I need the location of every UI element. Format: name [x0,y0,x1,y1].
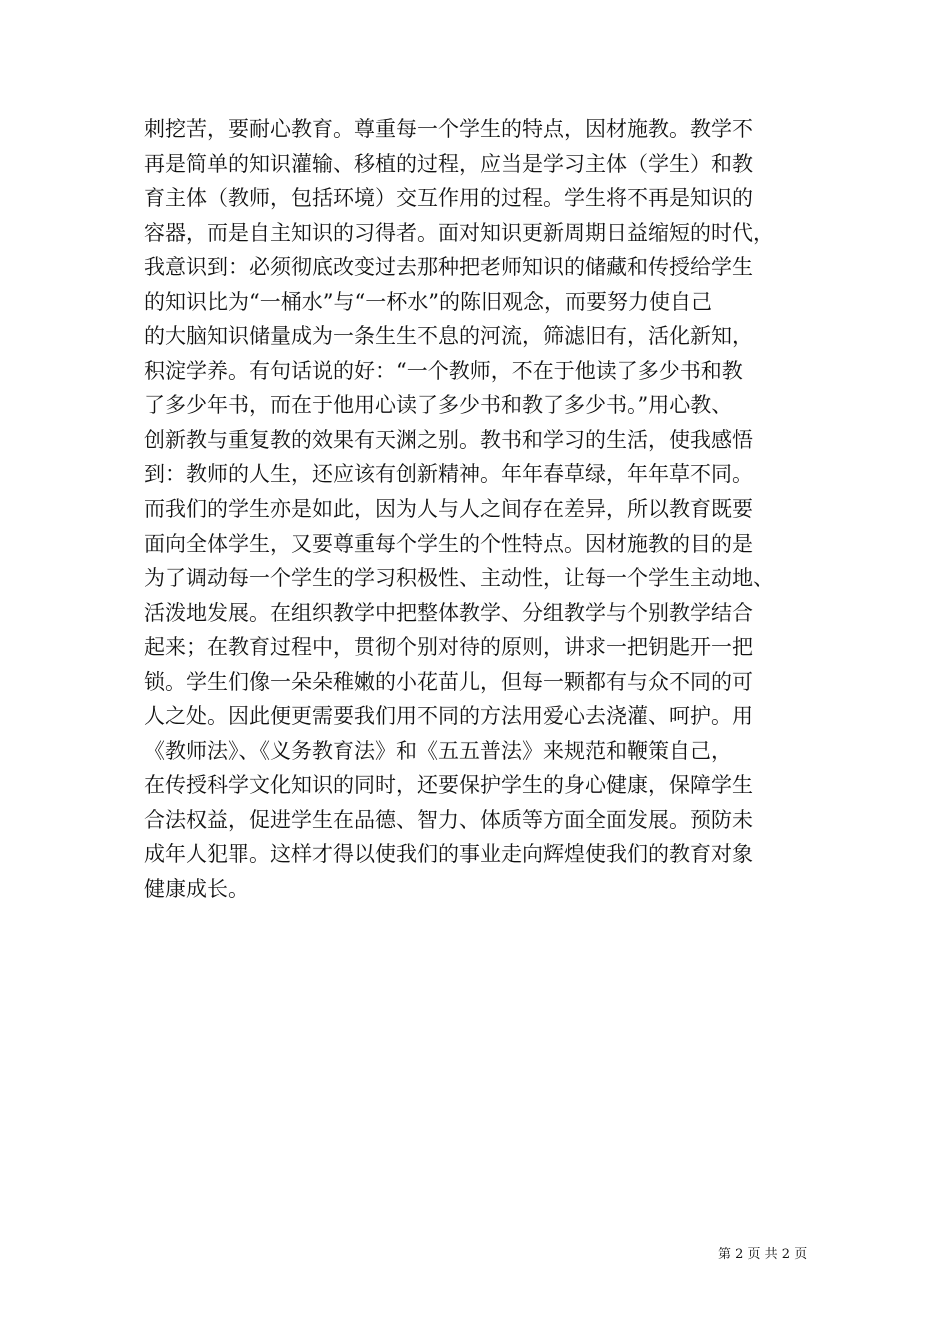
text-line: 活泼地发展。在组织教学中把整体教学、分组教学与个别教学结合 [144,600,753,625]
text-line: 的大脑知识储量成为一条生生不息的河流，筛滤旧有，活化新知， [144,324,753,349]
text-line: 人之处。因此便更需要我们用不同的方法用爱心去浇灌、呵护。用 [144,704,753,729]
text-line: 而我们的学生亦是如此，因为人与人之间存在差异，所以教育既要 [144,497,753,522]
text-line: 到：教师的人生，还应该有创新精神。年年春草绿，年年草不同。 [144,462,753,487]
text-line: 我意识到：必须彻底改变过去那种把老师知识的储藏和传授给学生 [144,255,753,280]
text-line: 健康成长。 [144,877,249,902]
text-line: 育主体（教师，包括环境）交互作用的过程。学生将不再是知识的 [144,186,753,211]
text-line: 在传授科学文化知识的同时，还要保护学生的身心健康，保障学生 [144,773,753,798]
text-line: 的知识比为“一桶水”与“一杯水”的陈旧观念，而要努力使自己 [144,289,712,314]
text-line: 刺挖苦，要耐心教育。尊重每一个学生的特点，因材施教。教学不 [144,117,753,141]
text-line: 合法权益，促进学生在品德、智力、体质等方面全面发展。预防未 [144,807,753,832]
text-line: 起来；在教育过程中，贯彻个别对待的原则，讲求一把钥匙开一把 [144,635,753,660]
text-line: 《教师法》、《义务教育法》和《五五普法》来规范和鞭策自己， [144,738,732,763]
text-line: 再是简单的知识灌输、移植的过程，应当是学习主体（学生）和教 [144,151,753,176]
text-line: 容器，而是自主知识的习得者。面对知识更新周期日益缩短的时代， [144,220,774,245]
text-line: 为了调动每一个学生的学习积极性、主动性，让每一个学生主动地、 [144,566,774,591]
text-line: 锁。学生们像一朵朵稚嫩的小花苗儿，但每一颗都有与众不同的可 [144,669,753,694]
text-line: 面向全体学生，又要尊重每个学生的个性特点。因材施教的目的是 [144,531,753,556]
text-line: 成年人犯罪。这样才得以使我们的事业走向辉煌使我们的教育对象 [144,842,753,867]
body-text [144,112,824,907]
page-number-footer: 第 2 页 共 2 页 [718,1247,808,1262]
text-line: 积淀学养。有句话说的好：“一个教师，不在于他读了多少书和教 [144,358,743,383]
text-line: 创新教与重复教的效果有天渊之别。教书和学习的生活，使我感悟 [144,427,753,452]
text-line: 了多少年书，而在于他用心读了多少书和教了多少书。”用心教、 [144,393,733,418]
